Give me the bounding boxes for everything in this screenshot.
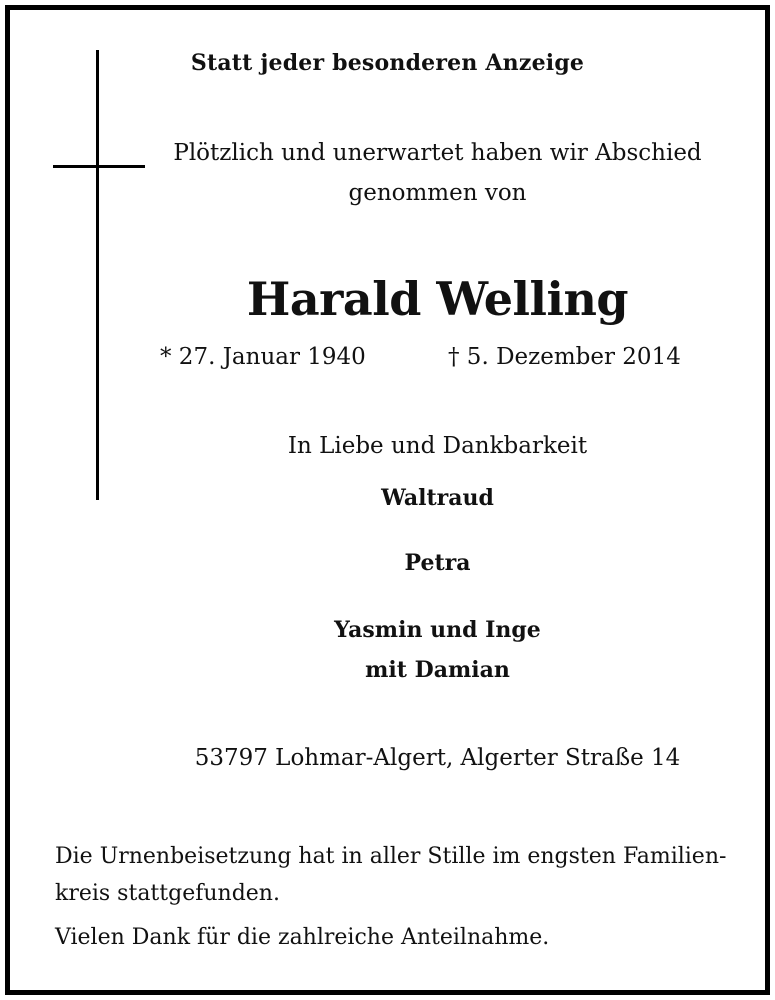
family-member: Yasmin und Inge bbox=[334, 617, 541, 643]
intro-line-1: Plötzlich und unerwartet haben wir Abschied bbox=[173, 140, 702, 166]
burial-notice-line-1: Die Urnenbeisetzung hat in aller Stille im engsten Familien- bbox=[55, 844, 727, 869]
closing-phrase: In Liebe und Dankbarkeit bbox=[287, 433, 588, 459]
intro-line-2: genommen von bbox=[348, 180, 527, 206]
burial-notice-line-2: kreis stattgefunden. bbox=[55, 881, 280, 906]
deceased-name: Harald Welling bbox=[246, 272, 629, 326]
burial-notice bbox=[55, 838, 725, 912]
birth-date: * 27. Januar 1940 bbox=[160, 344, 366, 370]
death-date: † 5. Dezember 2014 bbox=[448, 344, 681, 370]
thanks-line: Vielen Dank für die zahlreiche Anteilnahme. bbox=[55, 925, 550, 950]
notice-header: Statt jeder besonderen Anzeige bbox=[190, 50, 585, 76]
family-member: mit Damian bbox=[365, 657, 510, 683]
family-address: 53797 Lohmar-Algert, Algerter Straße 14 bbox=[194, 745, 681, 771]
family-member: Petra bbox=[404, 550, 471, 576]
family-member: Waltraud bbox=[381, 485, 494, 511]
